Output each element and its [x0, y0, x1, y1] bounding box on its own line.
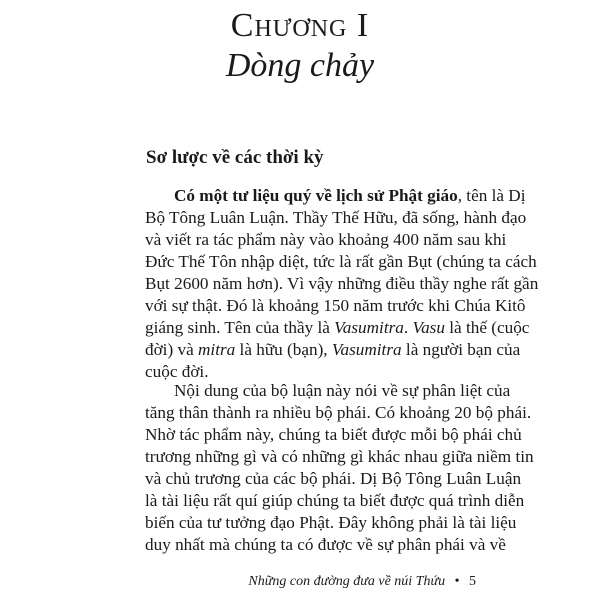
- line-text: là người bạn của: [401, 340, 521, 359]
- text-line: [145, 317, 530, 339]
- line-text: là thế (cuộc: [444, 318, 530, 337]
- text-line: Nhờ tác phẩm này, chúng ta biết được mỗi bộ phái chủ: [145, 425, 522, 444]
- text-line: và chủ trương của các bộ phái. Dị Bộ Tông Luân Luận: [145, 469, 522, 488]
- text-line: duy nhất mà chúng ta có được về sự phân phái và về: [145, 535, 506, 554]
- paragraph-2: [145, 380, 534, 556]
- line-text: , tên là Dị: [457, 186, 526, 205]
- italic-term: Vasu: [412, 318, 445, 337]
- italic-term: mitra: [198, 340, 236, 359]
- page-footer: [248, 574, 476, 590]
- text-line: [145, 339, 521, 361]
- text-line: cuộc đời.: [145, 362, 209, 381]
- paragraph-1: [145, 185, 539, 383]
- text-line: Bộ Tông Luân Luận. Thầy Thế Hữu, đã sống, hành đạo: [145, 208, 527, 227]
- text-line: Bụt 2600 năm hơn). Vì vậy những điều thầy nghe rất gần: [145, 274, 539, 293]
- running-title: Những con đường đưa về núi Thứu: [248, 574, 446, 589]
- text-line: biến của tư tưởng đạo Phật. Đây không phải là tài liệu: [145, 513, 517, 532]
- line-text: đời) và: [145, 340, 198, 359]
- text-line: là tài liệu rất quí giúp chúng ta biết được quá trình diễn: [145, 491, 525, 510]
- italic-term: Vasumitra: [331, 340, 402, 359]
- bold-phrase: Có một tư liệu quý về lịch sử Phật giáo: [174, 186, 458, 205]
- line-text: giáng sinh. Tên của thầy là: [145, 318, 335, 337]
- chapter-label: Chương I: [230, 7, 370, 44]
- text-line: Đức Thế Tôn nhập diệt, tức là rất gần Bụt (chúng ta cách: [145, 252, 537, 271]
- text-line: tăng thân thành ra nhiều bộ phái. Có khoảng 20 bộ phái.: [145, 403, 532, 422]
- section-heading: Sơ lược về các thời kỳ: [146, 147, 324, 168]
- footer-separator: •: [454, 574, 460, 589]
- text-line: [145, 185, 526, 207]
- text-line: với sự thật. Đó là khoảng 150 năm trước khi Chúa Kitô: [145, 296, 526, 315]
- text-line: và viết ra tác phẩm này vào khoảng 400 năm sau khi: [145, 230, 507, 249]
- page-number: 5: [469, 574, 476, 589]
- italic-term: Vasumitra: [334, 318, 404, 337]
- line-text: .: [403, 318, 413, 337]
- text-line: Nội dung của bộ luận này nói về sự phân liệt của: [174, 381, 511, 400]
- chapter-title: Dòng chảy: [225, 47, 375, 84]
- line-text: là hữu (bạn),: [235, 340, 332, 359]
- text-line: trương những gì và có những gì khác nhau giữa niềm tin: [145, 447, 534, 466]
